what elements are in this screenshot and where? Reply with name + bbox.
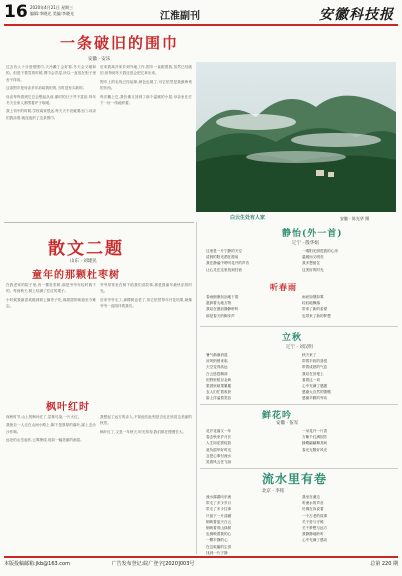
article-paragraph: 围巾上的毛线已经起球,颜色也褪了,可它依然是我最珍贵的东西。 [100, 79, 192, 91]
poem-line: 春光无限好风光 [302, 447, 328, 452]
essay-part2-col1 [6, 414, 96, 552]
poem-line: 暑气渐渐消退 [206, 353, 228, 357]
essay-paragraph: 爷爷常常坐在树下给我们讲故事,那是我童年最快乐的时光。 [100, 283, 192, 294]
essay-part1-col2 [100, 282, 192, 388]
poem-liqiu-col2 [302, 352, 396, 402]
poem-title-jingyi: 静怡(外一首) [282, 229, 343, 239]
poem-line: 带着丰收的喜悦 [302, 359, 328, 364]
essay-paragraph: 在我老家的院子里,有一棵杜枣树,那是爷爷年轻时栽下的。每到秋天,树上结满了红红的果子。 [6, 283, 96, 294]
poem-line: 心中充满了感动 [302, 538, 328, 543]
essay-part2-col2 [100, 414, 192, 552]
mountain-landscape-image [196, 62, 396, 212]
section-title: 江淮副刊 [160, 11, 200, 22]
poem-line: 倒映着青山绿树 [206, 526, 232, 531]
poem-line: 雨丝如烟如雾 [302, 295, 324, 299]
poem-line: 带走了多少往事 [206, 507, 232, 512]
poem-line: 凉风悄悄来临 [206, 359, 228, 364]
poem-line: 只留下一片清澈 [206, 513, 232, 518]
poem-line: 万紫千红满园芳 [302, 435, 328, 440]
poem-line: 花开花落又一年 [206, 429, 232, 433]
divider [4, 222, 194, 223]
poem-author-xianhuayin: 安徽 · 伍军 [276, 421, 299, 426]
poem-title-xianhuayin: 鲜花吟 [262, 411, 293, 421]
poem-xianhuayin-col1 [206, 428, 300, 465]
poem-title-liqiu: 立秋 [282, 333, 303, 343]
poem-line: 田野里稻谷金黄 [206, 377, 232, 382]
divider [200, 468, 398, 469]
poem-line: 心中充满了感激 [302, 384, 328, 389]
poem-author-liqiu: 辽宁 · 刘汉明 [286, 345, 313, 350]
poem-line: 听流水的声音 [302, 501, 324, 506]
essay-paragraph: 后来爷爷走了,那棵树也老了,但它依然每年开花结果,就像爷爷一直陪伴着我们。 [100, 297, 192, 309]
article-paragraph: 后来我离开家乡到外地工作,围巾一直跟着我,虽然已经破旧,但每到冬天我还是会把它拿出来。 [100, 65, 192, 76]
poem-line: 那是春天的脚步声 [206, 313, 235, 318]
poem-line: 感谢大自然的馈赠 [302, 390, 331, 395]
divider [200, 326, 398, 327]
poem-line: 果园里硕果累累 [206, 384, 232, 389]
article-body-col2 [100, 64, 192, 220]
poem-line: 春雨淅淅沥沥地下着 [206, 295, 239, 299]
poem-line: 我静静地聆听 [302, 532, 324, 537]
poem-liqiu-col1 [206, 352, 300, 402]
footer-right: 总第 220 期 [370, 561, 398, 567]
article-paragraph: 我上初中的时候,学校离家很远,每天天不亮就要出门,母亲怕我冻着,就连夜织了这条围巾。 [6, 109, 96, 120]
essay-part2-title: 枫叶红时 [46, 402, 90, 413]
poem-line: 也倒映着我的心 [206, 532, 232, 537]
poem-author-liushui: 北京 · 李铭 [262, 489, 285, 494]
poem-xianhuayin-col2 [302, 428, 396, 453]
footer [4, 560, 398, 567]
poem-author-jingyi: 辽宁 · 殷华娟 [292, 241, 319, 246]
poem-line: 脸上洋溢着笑容 [206, 396, 232, 401]
poem-line: 春去秋来岁月长 [206, 435, 232, 440]
poem-line: 笑看风云任飞扬 [206, 460, 232, 465]
landscape-photo [196, 62, 396, 212]
essay-paragraph: 我想起了远方的亲人,不知他们此刻是否也在欣赏这美丽的秋景。 [100, 415, 192, 426]
poem-line: 一颗平静的心 [206, 538, 228, 543]
essay-paragraph: 我独自一人走在山间小路上,脚下是厚厚的落叶,踩上去沙沙作响。 [6, 423, 96, 434]
poem-line: 让心灵在这里找到归宿 [206, 267, 242, 272]
poem-line: 我坐在溪边 [302, 495, 320, 499]
footer-rule [4, 556, 398, 558]
poem-line: 轻轻地飘落 [302, 301, 320, 306]
poem-line: 滋润着大地万物 [206, 301, 232, 306]
poem-line: 带来了新的希望 [302, 307, 328, 312]
poem-line: 关于梦想与远方 [302, 526, 328, 531]
poem-line: 莫负韶华好时光 [206, 447, 232, 452]
issue-meta [30, 5, 74, 17]
article-paragraph: 母亲每每看到它总会想起从前,那时的日子并不富裕,每年冬天全家人都围着炉子取暖。 [6, 94, 96, 106]
poem-line: 带走了多少岁月 [206, 501, 232, 506]
article-title: 一条破旧的围巾 [60, 34, 180, 52]
poem-subtitle-tingchunyu: 听春雨 [270, 282, 297, 292]
poem-line: 秋天来了 [302, 353, 317, 357]
poem-line: 找到一片宁静 [206, 550, 228, 555]
poem-line: 人生如花需绽放 [206, 441, 232, 446]
poem-tingchunyu-col2 [302, 294, 396, 319]
poem-line: 流水潺潺向东流 [206, 495, 232, 499]
poem-liushui-col1 [206, 494, 300, 556]
poem-line: 感谢辛勤的劳动 [302, 396, 328, 401]
poem-line: 我站在窗前静静聆听 [206, 307, 239, 312]
poem-line: 且把心事付流水 [206, 453, 232, 458]
poem-line: 仿佛在诉说着 [302, 507, 324, 512]
footer-middle: 广告发布登记:皖广登字[2020]003号 [111, 561, 195, 567]
poem-line: 关于爱与守候 [302, 519, 324, 524]
poem-title-liushui: 流水里有卷 [262, 472, 328, 486]
article-body-col1 [6, 64, 96, 220]
article-paragraph: 过去有人十分爱惜围巾,天冷戴了会好看,冬天会又暖和的。但是下着雪的时候,围巾会弄湿,所以一直放在柜子里舍不得用。 [6, 65, 96, 82]
header-rule [4, 24, 398, 26]
poem-line: 我在静谧中聆听花开的声音 [206, 261, 250, 266]
poem-line: 农人们忙着收获 [206, 390, 232, 395]
poem-line: 倒映着蓝天白云 [206, 519, 232, 524]
poem-jingyi-col2 [302, 248, 396, 273]
photo-credit: 安徽 · 陈光华 摄 [340, 216, 370, 221]
poem-line: 这里是一片宁静的天空 [206, 249, 242, 253]
poem-liushui-col2 [302, 494, 396, 544]
essay-paragraph: 小时候我最喜欢爬到树上摘枣子吃,那甜甜的味道至今难忘。 [6, 297, 96, 309]
poem-line: 我多想留住 [302, 261, 320, 266]
article-paragraph: 每次戴上它,我仿佛又回到了那个温暖的小屋,母亲坐在灯下一针一线地织着。 [100, 94, 192, 106]
poem-line: 温暖而又明亮 [302, 255, 324, 260]
essay-paragraph: 远处的山峦起伏,云雾缭绕,宛如一幅美丽的画卷。 [6, 438, 84, 443]
poem-tingchunyu-col1 [206, 294, 300, 319]
poem-line: 看着这一切 [302, 377, 320, 382]
poem-line: 白云悠悠飘荡 [206, 371, 228, 376]
poem-line: 天空变得高远 [206, 365, 228, 370]
column-divider [196, 222, 197, 554]
essay-part1-title: 童年的那颗杜枣树 [32, 270, 120, 281]
article-paragraph: 这条围巾是母亲多年前给我织的,当时没有买新的。 [6, 86, 87, 91]
article-author: 安徽 · 安乐 [88, 57, 111, 62]
poem-line: 一朵花开一片香 [302, 429, 328, 433]
footer-left: 本版投稿邮箱:jkb@163.com [4, 561, 70, 567]
poem-line: 我站在田埂上 [302, 371, 324, 376]
poem-jingyi-col1 [206, 248, 300, 273]
poem-line: 带着成熟的气息 [302, 365, 328, 370]
page-number: 16 [4, 2, 28, 22]
poem-line: 在这喧嚣的尘世 [206, 544, 232, 549]
essay-paragraph: 枫叶红了,又是一年秋天,时光匆匆,我们都在慢慢长大。 [100, 429, 187, 434]
poem-line: 蜂蝶翩翩舞其间 [302, 441, 328, 446]
essay-title: 散文二题 [48, 239, 124, 259]
newspaper-logo: 安徽科技报 [319, 7, 394, 23]
issue-editors: 编辑:李晓光 美编:李晓光 [30, 11, 74, 16]
essay-author: 山东 · 刘建民 [70, 259, 97, 264]
poem-line: 一个古老的故事 [302, 513, 328, 518]
poem-line: 一缕阳光照进我的心房 [302, 249, 338, 253]
poem-line: 清晨的阳光洒在窗前 [206, 255, 239, 260]
divider [200, 404, 398, 405]
poem-line: 这美好的时光 [302, 267, 324, 272]
essay-paragraph: 深秋时节,山上的枫叶红了,层林尽染,一片火红。 [6, 415, 82, 419]
issue-date: 2020年4月21日 星期三 [30, 5, 74, 10]
photo-caption: 白云生处有人家 [230, 215, 266, 221]
poem-line: 也带来了新的梦想 [302, 313, 331, 318]
essay-part1-col1 [6, 282, 96, 388]
